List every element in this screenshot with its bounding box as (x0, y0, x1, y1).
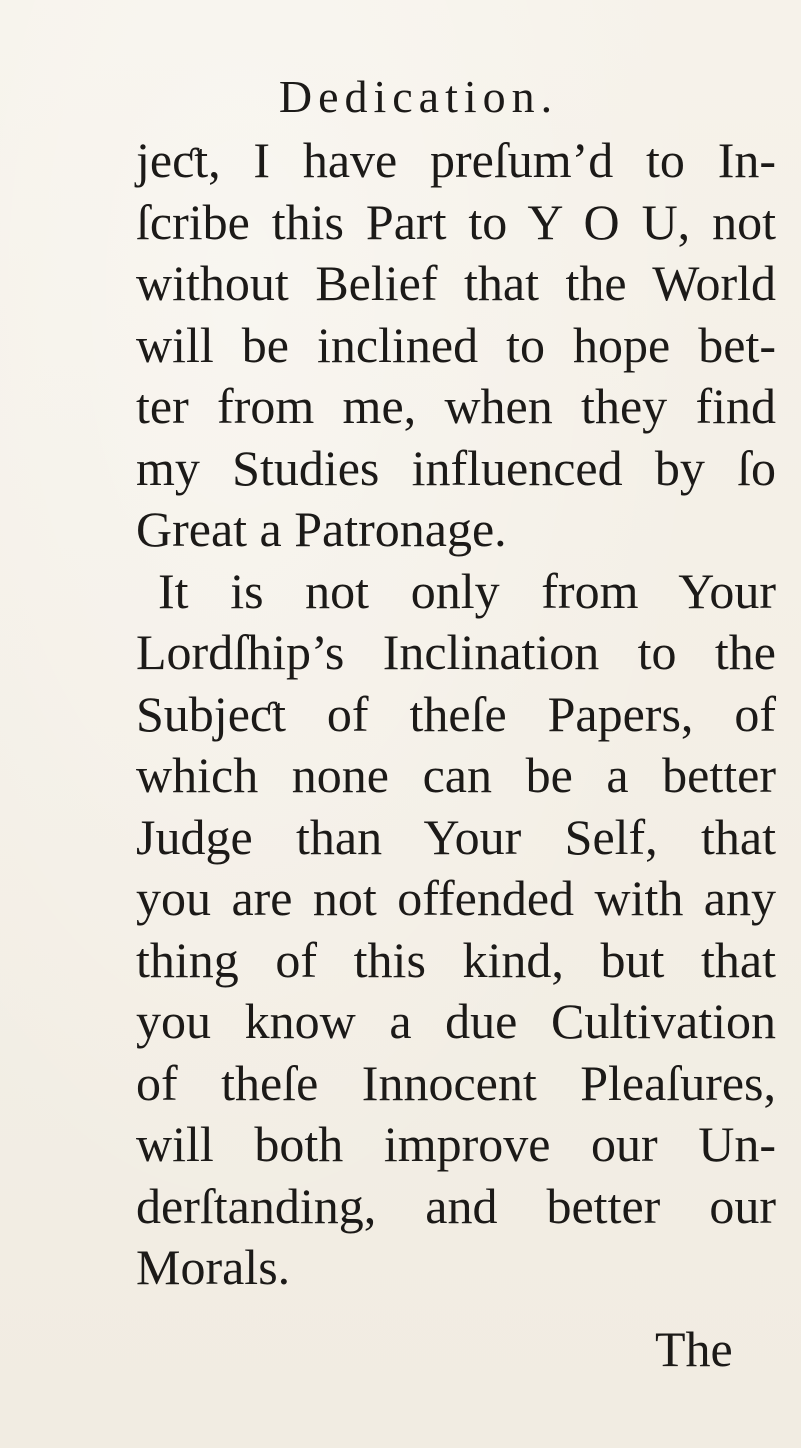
text-line: Subjeƈt of theſe Papers, of (136, 685, 776, 742)
text-line: my Studies influenced by ſo (136, 439, 776, 496)
text-line-paragraph-start: It is not only from Your (158, 562, 776, 619)
text-line: ſcribe this Part to Y O U, not (136, 193, 776, 250)
text-line: which none can be a better (136, 747, 776, 803)
text-line: Judge than Your Self, that (136, 808, 776, 865)
text-line: Morals. (136, 1239, 291, 1295)
text-line: will both improve our Un- (136, 1116, 776, 1172)
text-line: you know a due Cultivation (136, 993, 776, 1049)
text-line: thing of this kind, but that (136, 931, 776, 988)
text-line: ter from me, when they find (136, 378, 776, 434)
text-line: Lordſhip’s Inclination to the (136, 624, 776, 680)
text-line: of theſe Innocent Pleaſures, (136, 1054, 776, 1111)
text-line: will be inclined to hope bet- (136, 316, 776, 373)
body-text (136, 130, 776, 1299)
text-line: jeƈt, I have preſum’d to In- (136, 132, 776, 188)
text-line: derſtanding, and better our (136, 1177, 776, 1234)
text-line: without Belief that the World (136, 255, 776, 311)
page-header: Dedication. (278, 71, 559, 122)
text-line: you are not offended with any (136, 870, 776, 926)
catchword: The (655, 1321, 733, 1377)
text-line: Great a Patronage. (136, 501, 507, 557)
